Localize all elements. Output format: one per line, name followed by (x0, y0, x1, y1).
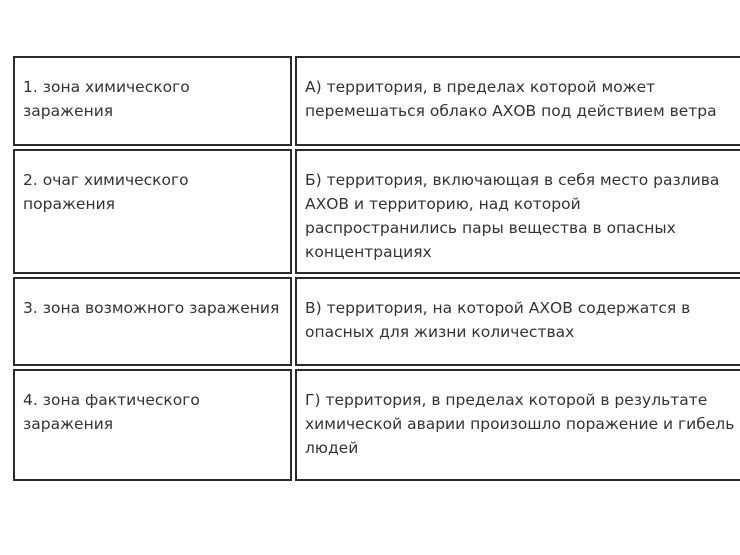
term-cell: 4. зона фактического заражения (13, 369, 292, 481)
matching-table (10, 53, 740, 484)
table-row (13, 149, 740, 274)
table-row (13, 369, 740, 481)
table-row (13, 56, 740, 146)
term-cell: 2. очаг химического поражения (13, 149, 292, 274)
definition-cell: В) территория, на которой АХОВ содержатся в опасных для жизни количествах (295, 277, 740, 366)
definition-cell: Б) территория, включающая в себя место разлива АХОВ и территорию, над которой распространились пары вещества в опасных концентрациях (295, 149, 740, 274)
definition-cell: А) территория, в пределах которой может перемешаться облако АХОВ под действием ветра (295, 56, 740, 146)
term-cell: 3. зона возможного заражения (13, 277, 292, 366)
definition-cell: Г) территория, в пределах которой в результате химической аварии произошло поражение и гибель людей (295, 369, 740, 481)
table-row (13, 277, 740, 366)
term-cell: 1. зона химического заражения (13, 56, 292, 146)
